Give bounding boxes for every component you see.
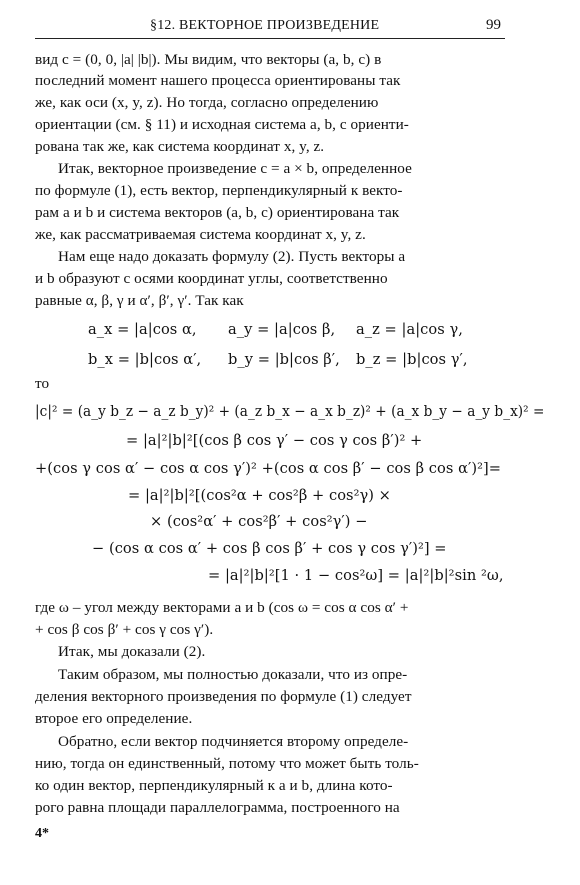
formula-bz: b_z = |b|cos γ′, <box>356 351 468 368</box>
formula-ay: a_y = |a|cos β, <box>228 321 336 338</box>
text-line: же, как рассматриваемая система координат x, y, z. <box>35 226 366 243</box>
text-line: второе его определение. <box>35 710 193 727</box>
formula-derivation-6: − (cos α cos α′ + cos β cos β′ + cos γ cos γ′)²] = <box>92 540 447 557</box>
text-line: последний момент нашего процесса ориентированы так <box>35 72 401 89</box>
text-line: где ω – угол между векторами a и b (cos ω = cos α cos α′ + <box>35 599 409 616</box>
formula-derivation-4: = |a|²|b|²[(cos²α + cos²β + cos²γ) × <box>128 487 391 504</box>
text-line: Таким образом, мы полностью доказали, что из опре- <box>58 666 408 683</box>
text-line: рована так же, как система координат x, y, z. <box>35 138 325 155</box>
formula-derivation-2: = |a|²|b|²[(cos β cos γ′ − cos γ cos β′)² + <box>126 432 423 449</box>
text-line: то <box>35 375 50 392</box>
formula-derivation-5: × (cos²α′ + cos²β′ + cos²γ′) − <box>150 513 368 530</box>
formula-bx: b_x = |b|cos α′, <box>88 351 202 368</box>
text-line: Обратно, если вектор подчиняется второму определе- <box>58 733 409 750</box>
text-line: ко один вектор, перпендикулярный к a и b, длина кото- <box>35 777 393 794</box>
formula-derivation-3: +(cos γ cos α′ − cos α cos γ′)² +(cos α cos β′ − cos β cos α′)²]= <box>35 460 502 477</box>
text-line: равные α, β, γ и α′, β′, γ′. Так как <box>35 292 244 309</box>
text-line: Нам еще надо доказать формулу (2). Пусть векторы a <box>58 248 406 265</box>
formula-az: a_z = |a|cos γ, <box>356 321 463 338</box>
text-line: нию, тогда он единственный, потому что может быть толь- <box>35 755 419 772</box>
text-line: Итак, мы доказали (2). <box>58 643 206 660</box>
text-line: рого равна площади параллелограмма, построенного на <box>35 799 400 816</box>
formula-ax: a_x = |a|cos α, <box>88 321 197 338</box>
text-line: рам a и b и система векторов (a, b, c) ориентирована так <box>35 204 400 221</box>
text-line: деления векторного произведения по формуле (1) следует <box>35 688 412 705</box>
text-line: ориентации (см. § 11) и исходная система a, b, c ориенти- <box>35 116 409 133</box>
text-line: же, как оси (x, y, z). Но тогда, согласно определению <box>35 94 379 111</box>
formula-derivation-1: |c|² = (a_y b_z − a_z b_y)² + (a_z b_x − a_x b_z)² + (a_x b_y − a_y b_x)² = <box>35 403 545 420</box>
text-line: и b образуют с осями координат углы, соответственно <box>35 270 388 287</box>
text-line: Итак, векторное произведение c = a × b, определенное <box>58 160 412 177</box>
running-header <box>35 18 505 39</box>
signature-mark: 4* <box>35 826 49 841</box>
page-number: 99 <box>486 17 501 33</box>
text-line: по формуле (1), есть вектор, перпендикулярный к векто- <box>35 182 403 199</box>
text-line: + cos β cos β′ + cos γ cos γ′). <box>35 621 214 638</box>
text-line: вид c = (0, 0, |a| |b|). Мы видим, что векторы (a, b, c) в <box>35 51 382 68</box>
section-title: §12. ВЕКТОРНОЕ ПРОИЗВЕДЕНИЕ <box>150 18 380 33</box>
formula-by: b_y = |b|cos β′, <box>228 351 340 368</box>
formula-derivation-7: = |a|²|b|²[1 · 1 − cos²ω] = |a|²|b|²sin ²ω, <box>208 567 504 584</box>
